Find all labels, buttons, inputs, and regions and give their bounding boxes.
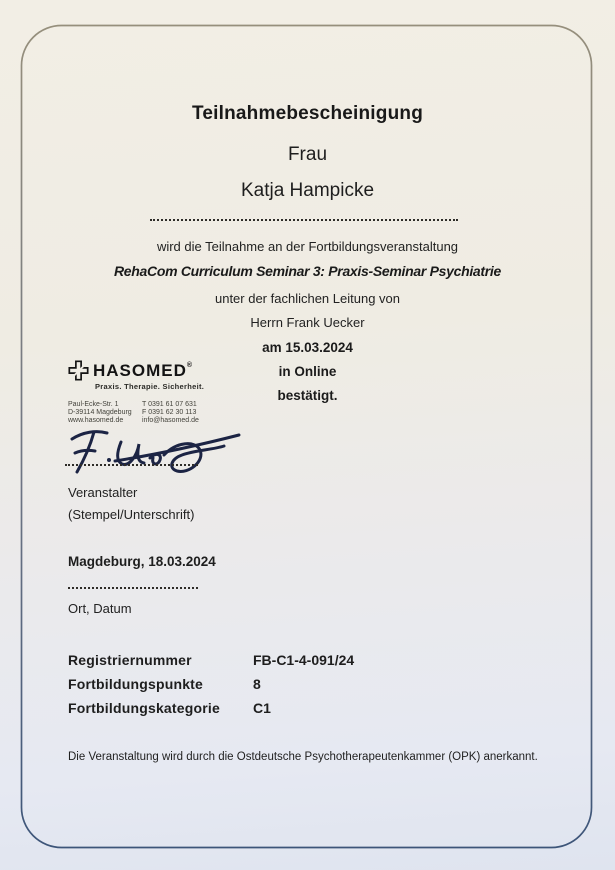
registration-label: Fortbildungspunkte	[68, 676, 204, 692]
address-city: D-39114 Magdeburg	[68, 409, 132, 416]
organizer-label: Veranstalter	[68, 485, 138, 500]
stamp-label: (Stempel/Unterschrift)	[68, 507, 195, 522]
registration-value: C1	[253, 700, 271, 716]
salutation: Frau	[287, 144, 328, 165]
hasomed-logo	[68, 360, 268, 425]
registered-mark: ®	[186, 361, 194, 369]
hasomed-wordmark: HASOMED®	[93, 360, 194, 380]
address-block	[68, 401, 268, 425]
contact-email: info@hasomed.de	[142, 417, 199, 424]
name-dotted-line	[150, 219, 458, 221]
leader-name: Herrn Frank Uecker	[250, 315, 365, 330]
contact-fax: F 0391 62 30 113	[142, 409, 197, 416]
registration-label: Fortbildungskategorie	[68, 700, 220, 716]
place-date: Magdeburg, 18.03.2024	[68, 554, 216, 569]
event-location-line: in Online	[278, 364, 337, 379]
event-date-line: am 15.03.2024	[262, 340, 353, 355]
registration-label: Registriernummer	[68, 652, 192, 668]
intro-line: wird die Teilnahme an der Fortbildungsveranstaltung	[156, 239, 459, 254]
confirmation-line: bestätigt.	[277, 388, 338, 403]
signature-image	[58, 427, 248, 481]
address-street: Paul-Ecke-Str. 1	[68, 401, 119, 408]
place-date-dotted-line	[68, 587, 198, 589]
page-title: Teilnahmebescheinigung	[191, 103, 424, 124]
registration-value: 8	[253, 676, 261, 692]
hasomed-cross-icon	[68, 360, 89, 381]
footer-note: Die Veranstaltung wird durch die Ostdeutsche Psychotherapeutenkammer (OPK) anerkannt.	[68, 751, 538, 763]
place-date-label: Ort, Datum	[68, 601, 132, 616]
participant-name: Katja Hampicke	[240, 180, 375, 201]
address-web: www.hasomed.de	[68, 417, 124, 424]
signature-dotted-line	[65, 464, 198, 466]
contact-phone: T 0391 61 07 631	[142, 401, 197, 408]
leadership-line: unter der fachlichen Leitung von	[214, 291, 400, 306]
course-title: RehaCom Curriculum Seminar 3: Praxis-Seminar Psychiatrie	[113, 263, 502, 279]
hasomed-tagline: Praxis. Therapie. Sicherheit.	[95, 382, 205, 391]
registration-value: FB-C1-4-091/24	[253, 652, 355, 668]
